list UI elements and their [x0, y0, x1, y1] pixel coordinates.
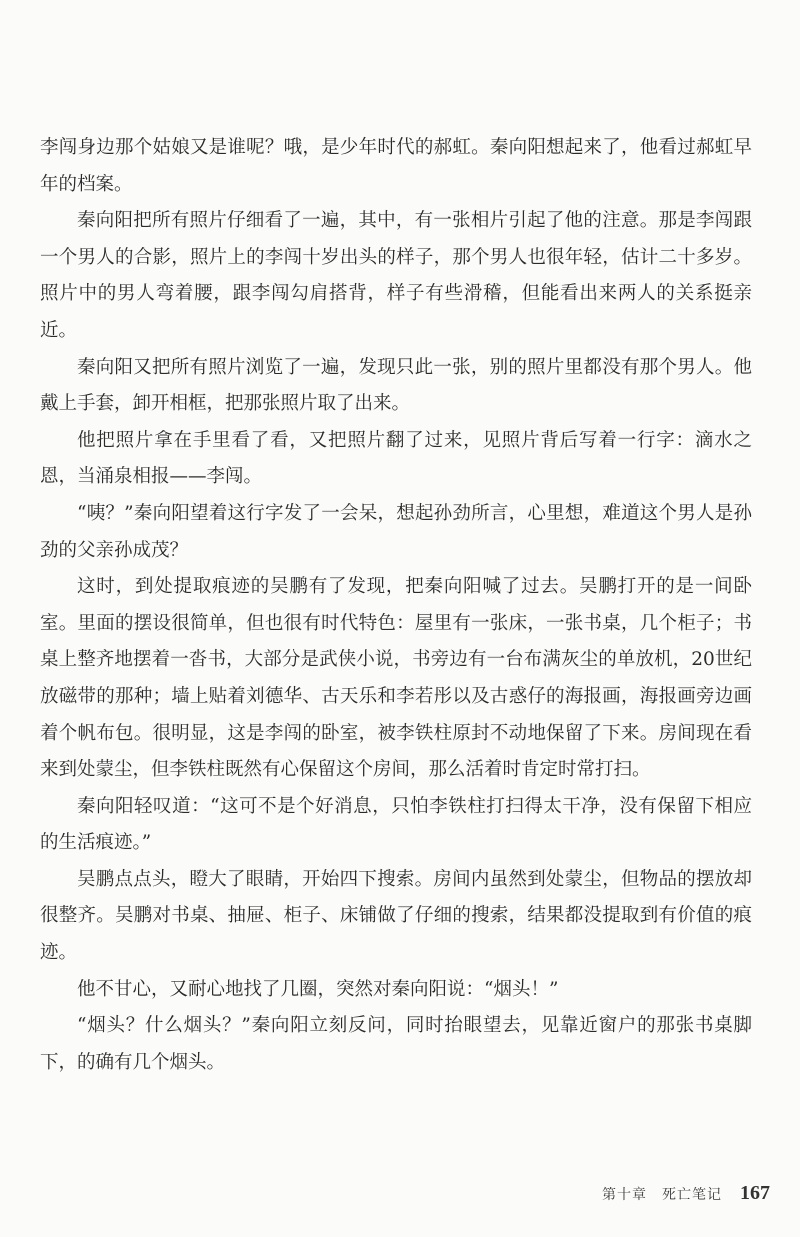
body-text	[40, 130, 752, 1081]
page-number: 167	[740, 1182, 770, 1204]
paragraph-10: “烟头？什么烟头？”秦向阳立刻反问，同时抬眼望去，见靠近窗户的那张书桌脚下，的确有几个烟头。	[40, 1015, 752, 1073]
paragraph-3: 秦向阳又把所有照片浏览了一遍，发现只此一张，别的照片里都没有那个男人。他戴上手套，卸开相框，把那张照片取了出来。	[40, 356, 752, 415]
paragraph-4: 他把照片拿在手里看了看，又把照片翻了过来，见照片背后写着一行字：滴水之恩，当涌泉相报——李闯。	[40, 429, 752, 488]
chapter-title: 第十章 死亡笔记	[602, 1187, 722, 1203]
paragraph-8: 吴鹏点点头，瞪大了眼睛，开始四下搜索。房间内虽然到处蒙尘，但物品的摆放却很整齐。吴鹏对书桌、抽屉、柜子、床铺做了仔细的搜索，结果都没提取到有价值的痕迹。	[40, 868, 752, 964]
paragraph-1: 李闯身边那个姑娘又是谁呢？哦，是少年时代的郝虹。秦向阳想起来了，他看过郝虹早年的档案。	[40, 137, 752, 195]
paragraph-2: 秦向阳把所有照片仔细看了一遍，其中，有一张相片引起了他的注意。那是李闯跟一个男人的合影，照片上的李闯十岁出头的样子，那个男人也很年轻，估计二十多岁。照片中的男人弯着腰，跟李闯勾肩搭背，样子有些滑稽，但能看出来两人的关系挺亲近。	[40, 210, 752, 341]
paragraph-7: 秦向阳轻叹道：“这可不是个好消息，只怕李铁柱打扫得太干净，没有保留下相应的生活痕迹。”	[40, 795, 752, 854]
page-footer	[602, 1182, 770, 1205]
paragraph-5: “咦？”秦向阳望着这行字发了一会呆，想起孙劲所言，心里想，难道这个男人是孙劲的父亲孙成茂？	[40, 502, 752, 561]
paragraph-9: 他不甘心，又耐心地找了几圈，突然对秦向阳说：“烟头！”	[77, 978, 559, 1000]
paragraph-6: 这时，到处提取痕迹的吴鹏有了发现，把秦向阳喊了过去。吴鹏打开的是一间卧室。里面的摆设很简单，但也很有时代特色：屋里有一张床，一张书桌，几个柜子；书桌上整齐地摆着一沓书，大部分是武侠小说，书旁边有一台布满灰尘的单放机，20世纪放磁带的那种；墙上贴着刘德华、古天乐和李若彤以及古惑仔的海报画，海报画旁边画着个帆布包。很明显，这是李闯的卧室，被李铁柱原封不动地保留了下来。房间现在看来到处蒙尘，但李铁柱既然有心保留这个房间，那么活着时肯定时常打扫。	[40, 576, 752, 781]
